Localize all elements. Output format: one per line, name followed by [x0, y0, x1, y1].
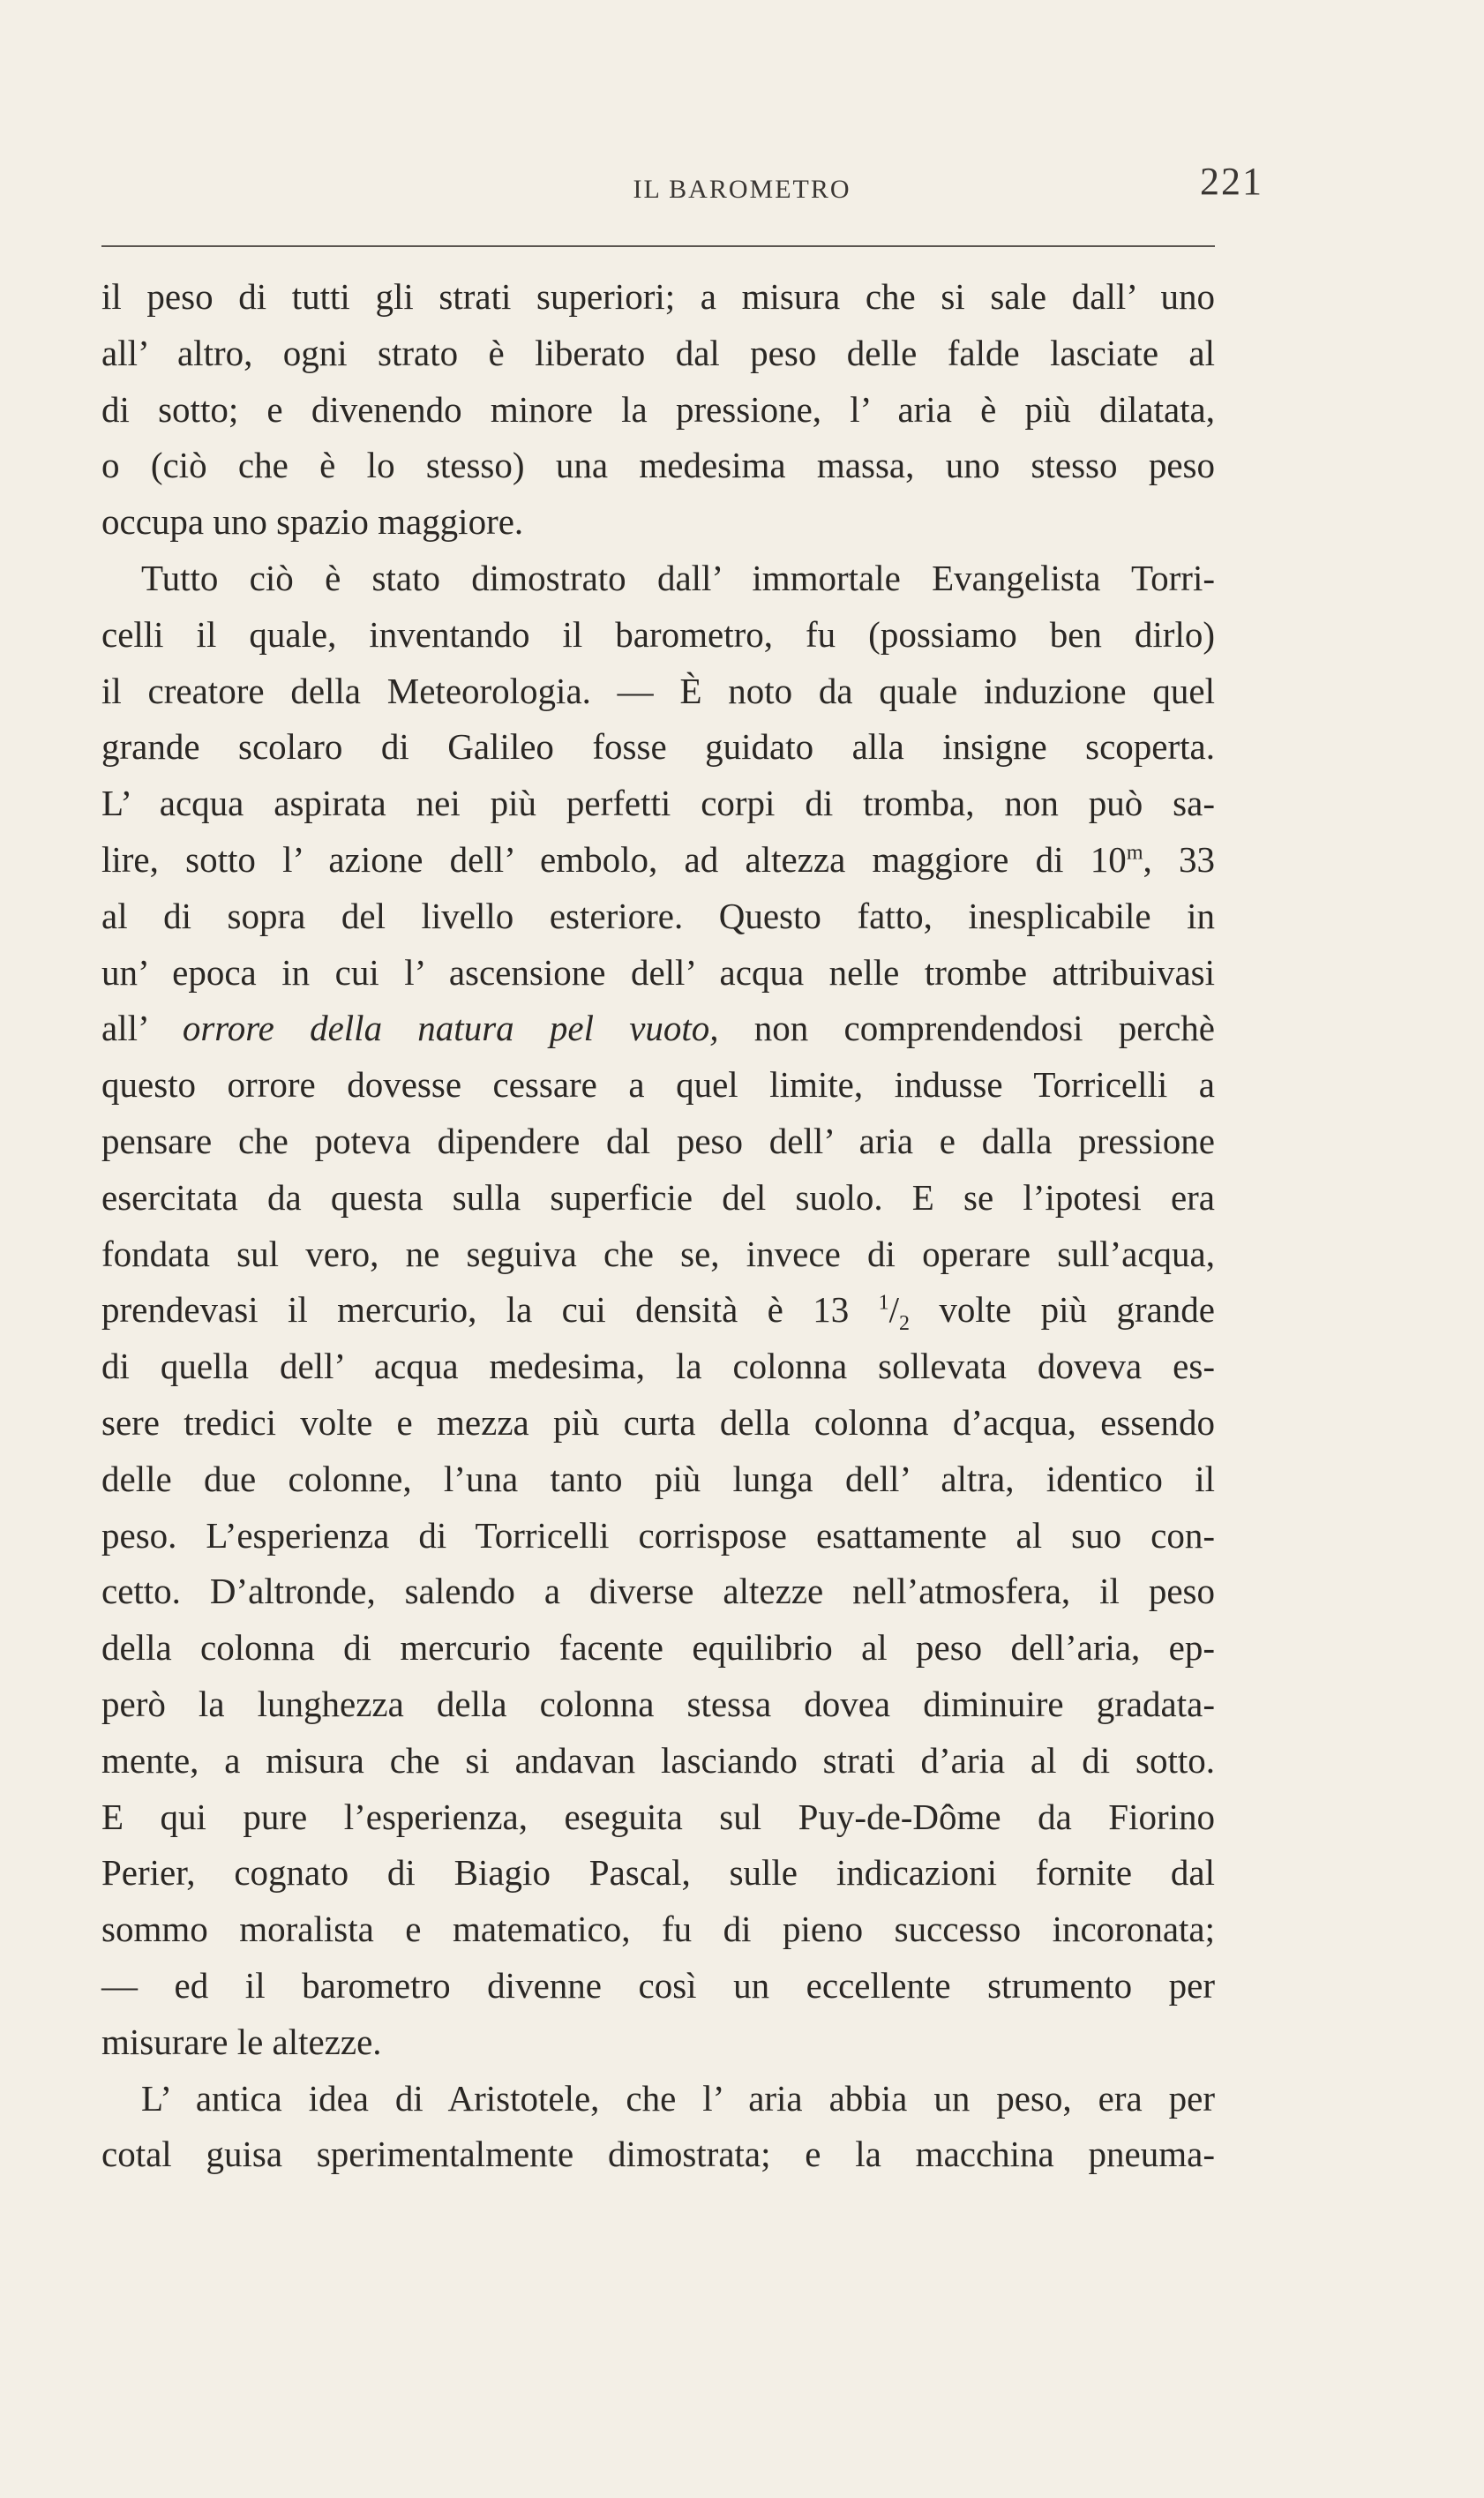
- text-line: misurare le altezze.: [101, 2021, 382, 2062]
- text-line: esercitata da questa sulla superficie del suolo. E se l’ipotesi era: [101, 1176, 1215, 1218]
- text-line-part: volte più grande: [909, 1289, 1215, 1331]
- header-rule: [101, 245, 1215, 247]
- text-line: cotal guisa sperimentalmente dimostrata; e la macchina pneuma-: [101, 2134, 1215, 2175]
- text-line: o (ciò che è lo stesso) una medesima massa, uno stesso peso: [101, 445, 1215, 486]
- text-line: — ed il barometro divenne così un eccellente strumento per: [101, 1964, 1215, 2006]
- text-line: mente, a misura che si andavan lasciando strati d’aria al di sotto.: [101, 1739, 1215, 1781]
- text-line: [101, 832, 1215, 889]
- text-line: [101, 1001, 1215, 1057]
- text-line: sere tredici volte e mezza più curta della colonna d’acqua, essendo: [101, 1401, 1215, 1443]
- text-line: all’ altro, ogni strato è liberato dal peso delle falde lasciate al: [101, 332, 1215, 373]
- text-line: il creatore della Meteorologia. — È noto da quale induzione quel: [101, 670, 1215, 711]
- fraction-denominator: 2: [898, 1312, 910, 1336]
- italic-phrase: orrore della natura pel vuoto,: [182, 1008, 719, 1049]
- text-line: delle due colonne, l’una tanto più lunga dell’ altra, identico il: [101, 1458, 1215, 1499]
- text-line-part: prendevasi il mercurio, la cui densità è 13: [101, 1289, 879, 1331]
- text-line: celli il quale, inventando il barometro, fu (possiamo ben dirlo): [101, 613, 1215, 655]
- text-line: questo orrore dovesse cessare a quel limite, indusse Torricelli a: [101, 1064, 1215, 1106]
- text-line: fondata sul vero, ne seguiva che se, invece di operare sull’acqua,: [101, 1233, 1215, 1274]
- text-line: il peso di tutti gli strati superiori; a misura che si sale dall’ uno: [101, 276, 1215, 317]
- text-line: sommo moralista e matematico, fu di pieno successo incoronata;: [101, 1909, 1215, 1950]
- text-line-part: non comprendendosi perchè: [718, 1008, 1216, 1049]
- body-text: [101, 269, 1215, 2183]
- text-line-part: all’: [101, 1008, 183, 1049]
- text-line: grande scolaro di Galileo fosse guidato alla insigne scoperta.: [101, 726, 1215, 768]
- text-line: E qui pure l’esperienza, eseguita sul Puy-de-Dôme da Fiorino: [101, 1796, 1215, 1837]
- superscript-m: m: [1126, 841, 1143, 865]
- text-line: cetto. D’altronde, salendo a diverse altezze nell’atmosfera, il peso: [101, 1571, 1215, 1612]
- text-line: Perier, cognato di Biagio Pascal, sulle indicazioni fornite dal: [101, 1852, 1215, 1894]
- text-line: della colonna di mercurio facente equilibrio al peso dell’aria, ep-: [101, 1627, 1215, 1669]
- text-line: prendevasi il mercurio, la cui densità è 13 $^1/_2$ volte più grande: [101, 1289, 1215, 1336]
- text-line: peso. L’esperienza di Torricelli corrispose esattamente al suo con-: [101, 1514, 1215, 1556]
- text-line: pensare che poteva dipendere dal peso dell’ aria e dalla pressione: [101, 1120, 1215, 1161]
- text-line: L’ antica idea di Aristotele, che l’ aria abbia un peso, era per: [141, 2077, 1215, 2119]
- text-line: Tutto ciò è stato dimostrato dall’ immortale Evangelista Torri-: [141, 557, 1215, 598]
- text-line: un’ epoca in cui l’ ascensione dell’ acqua nelle trombe attribuivasi: [101, 951, 1215, 993]
- running-title: IL BAROMETRO: [633, 175, 851, 204]
- text-line: al di sopra del livello esteriore. Questo fatto, inesplicabile in: [101, 895, 1215, 936]
- text-line: di quella dell’ acqua medesima, la colonna sollevata doveva es-: [101, 1346, 1215, 1387]
- text-line: di sotto; e divenendo minore la pressione, l’ aria è più dilatata,: [101, 388, 1215, 430]
- text-line: occupa uno spazio maggiore.: [101, 501, 524, 543]
- text-line: però la lunghezza della colonna stessa dovea diminuire gradata-: [101, 1683, 1215, 1724]
- fraction-numerator: 1: [878, 1291, 889, 1315]
- text-line-part: , 33: [1143, 838, 1216, 880]
- text-line: L’ acqua aspirata nei più perfetti corpi di tromba, non può sa-: [101, 783, 1215, 824]
- page-number: 221: [1200, 160, 1263, 203]
- text-line-part: lire, sotto l’ azione dell’ embolo, ad altezza maggiore di 10: [101, 838, 1127, 880]
